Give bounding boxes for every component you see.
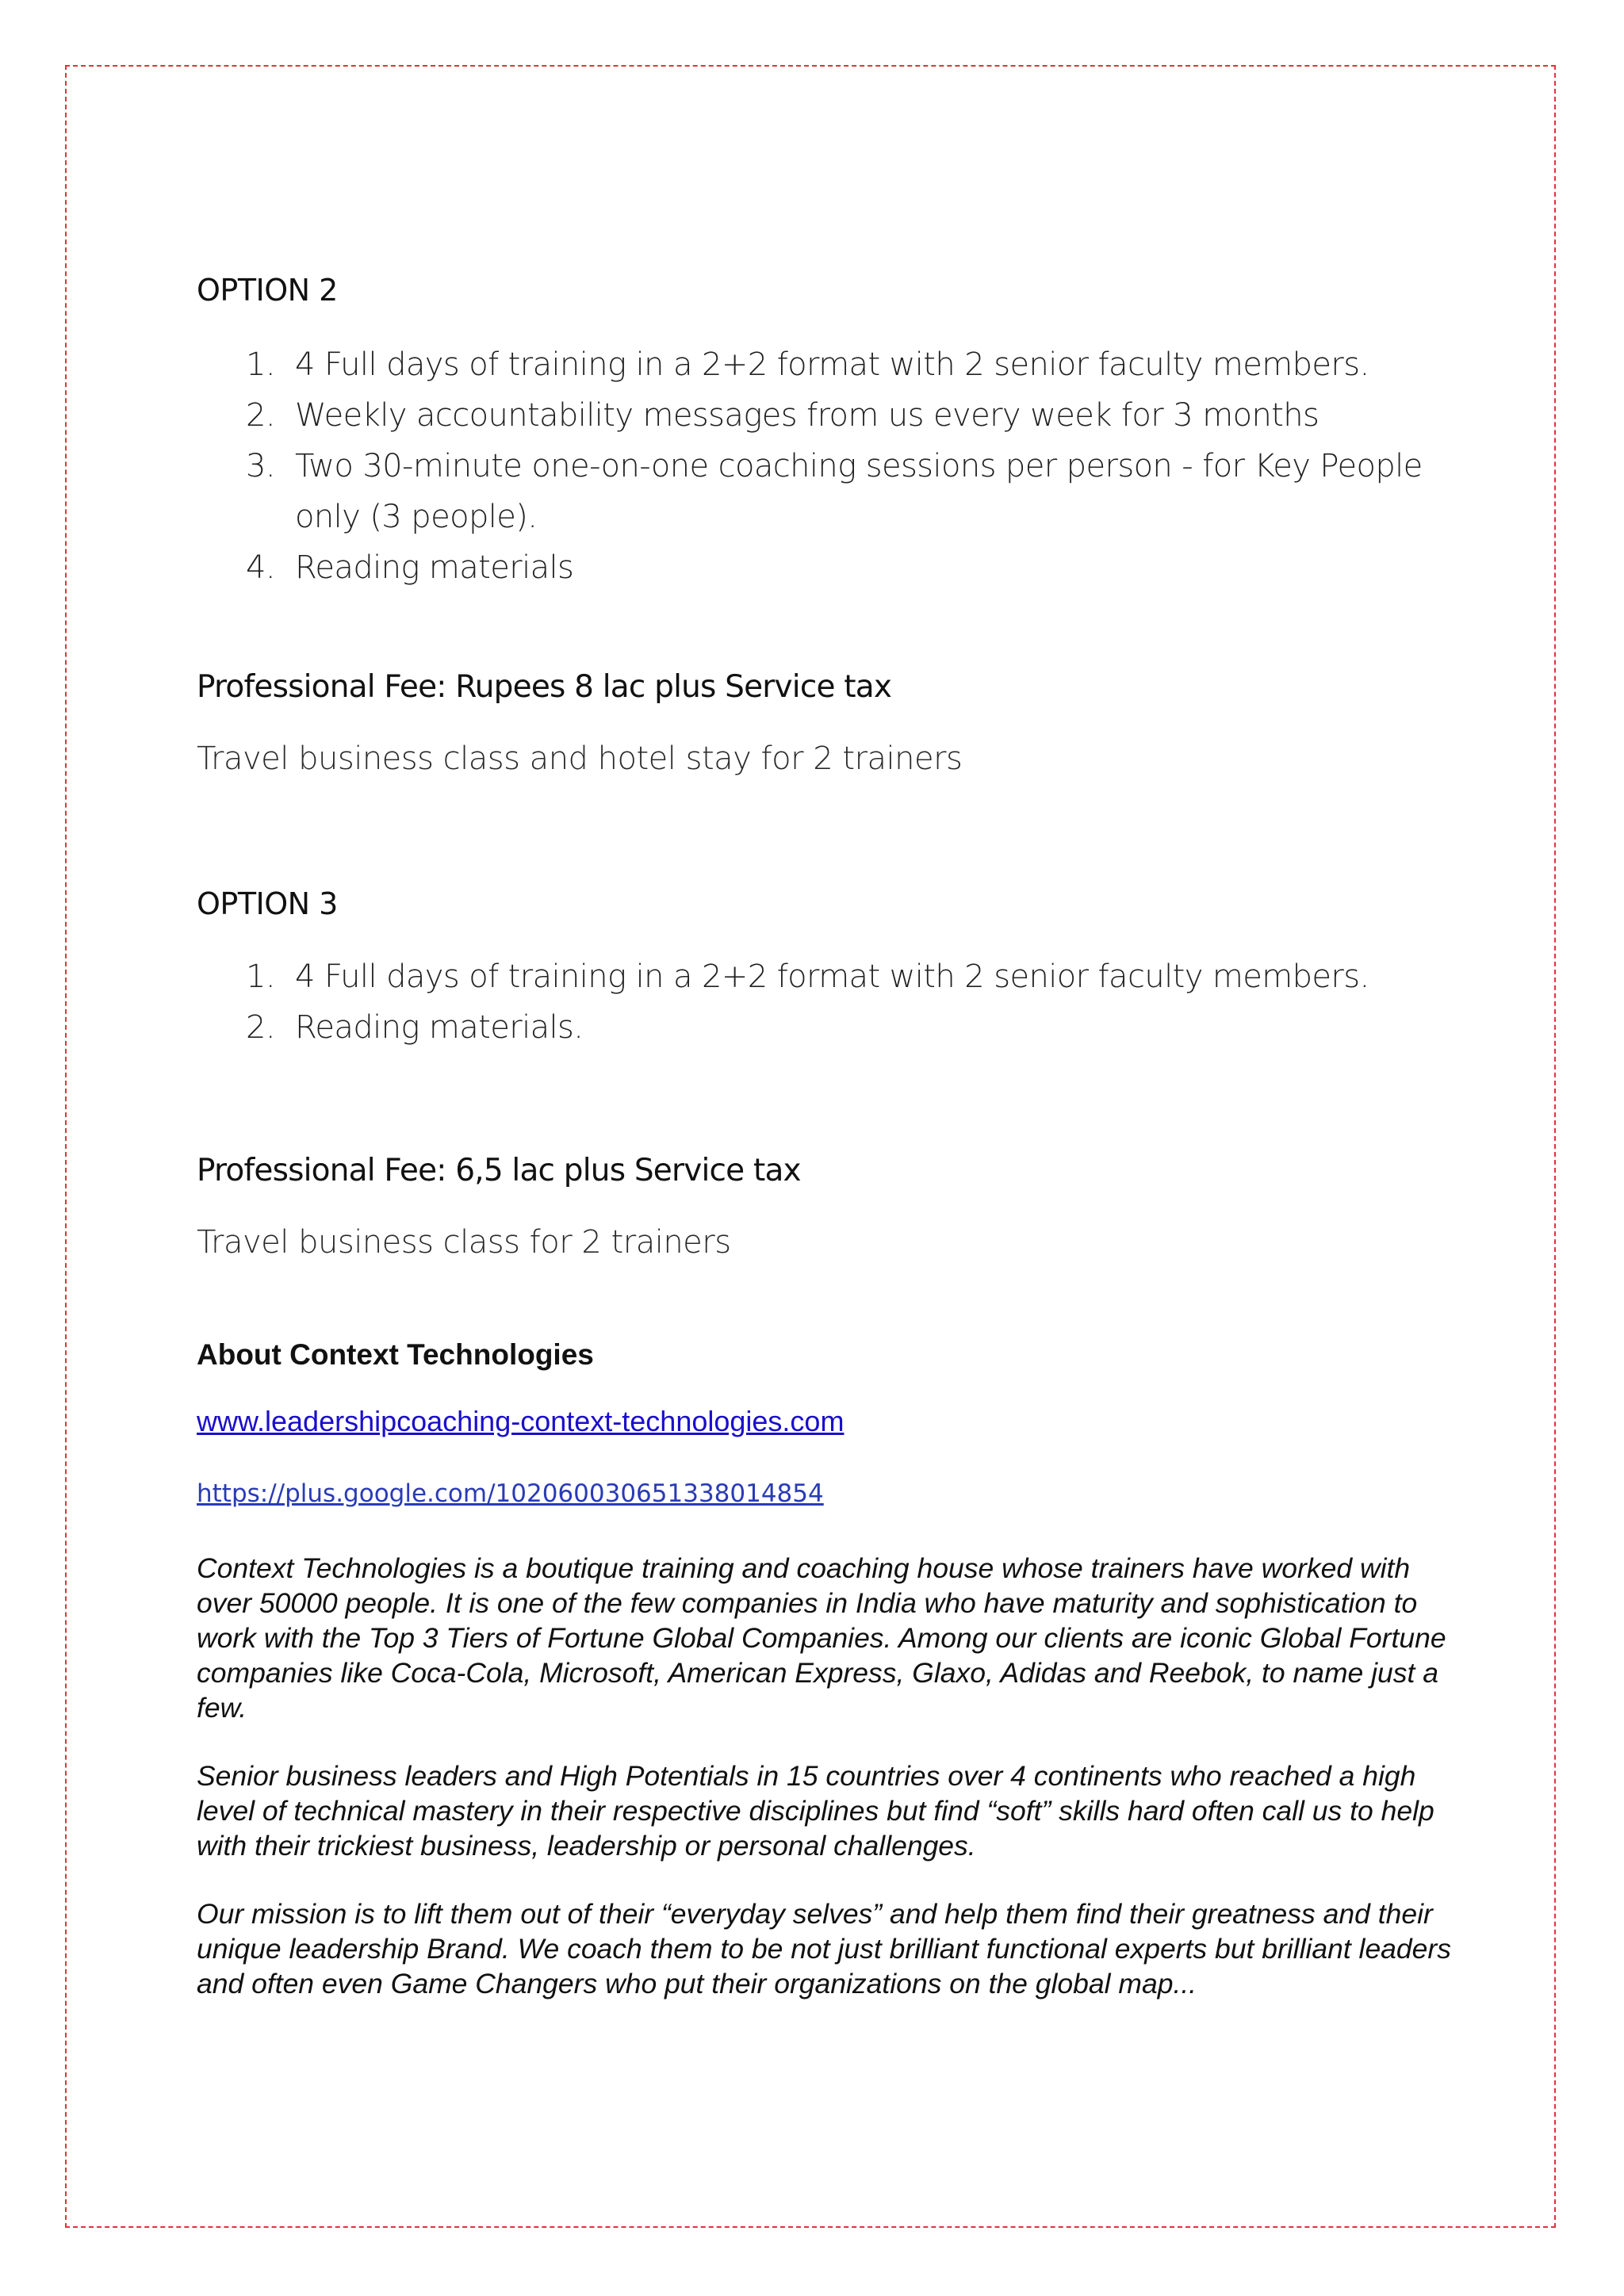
option-2-heading: OPTION 2 — [197, 273, 338, 308]
list-item: 3. Two 30-minute one-on-one coaching sessions per person - for Key People only (3 people). — [246, 448, 1423, 535]
list-item: 1. 4 Full days of training in a 2+2 format with 2 senior faculty members. — [246, 346, 1369, 383]
about-title: About Context Technologies — [197, 1338, 594, 1371]
option-3-travel: Travel business class for 2 trainers — [197, 1224, 731, 1261]
list-item: 2. Reading materials. — [246, 1009, 584, 1046]
option-3-heading: OPTION 3 — [197, 886, 338, 921]
list-item: 2. Weekly accountability messages from us every week for 3 months — [246, 397, 1320, 434]
website-link[interactable]: www.leadershipcoaching-context-technologies.com — [197, 1405, 845, 1437]
option-3-list — [197, 951, 1450, 1053]
about-paragraph-3: Our mission is to lift them out of their “everyday selves” and help them find their greatness and their unique leadership Brand. We coach them to be not just brilliant functional experts but brilliant leaders and often even Game Changers who put their organizations on the global map... — [197, 1898, 1451, 1999]
about-paragraph-2: Senior business leaders and High Potentials in 15 countries over 4 continents who reached a high level of technical mastery in their respective disciplines but find “soft” skills hard often call us to help with their trickiest business, leadership or personal challenges. — [197, 1760, 1434, 1862]
option-2-list — [197, 339, 1450, 593]
option-2-fee: Professional Fee: Rupees 8 lac plus Service tax — [197, 669, 892, 705]
list-item: 1. 4 Full days of training in a 2+2 format with 2 senior faculty members. — [246, 959, 1369, 995]
list-item: 4. Reading materials — [246, 549, 574, 586]
option-3-fee: Professional Fee: 6,5 lac plus Service tax — [197, 1153, 801, 1188]
google-plus-link[interactable]: https://plus.google.com/102060030651338014854 — [197, 1479, 824, 1508]
option-2-travel: Travel business class and hotel stay for 2 trainers — [197, 740, 963, 777]
about-paragraph-1: Context Technologies is a boutique training and coaching house whose trainers have worked with over 50000 people. It is one of the few companies in India who have maturity and sophistication to work with the Top 3 Tiers of Fortune Global Companies. Among our clients are iconic Global Fortune companies like Coca-Cola, Microsoft, American Express, Glaxo, Adidas and Reebok, to name just a few. — [197, 1552, 1446, 1724]
